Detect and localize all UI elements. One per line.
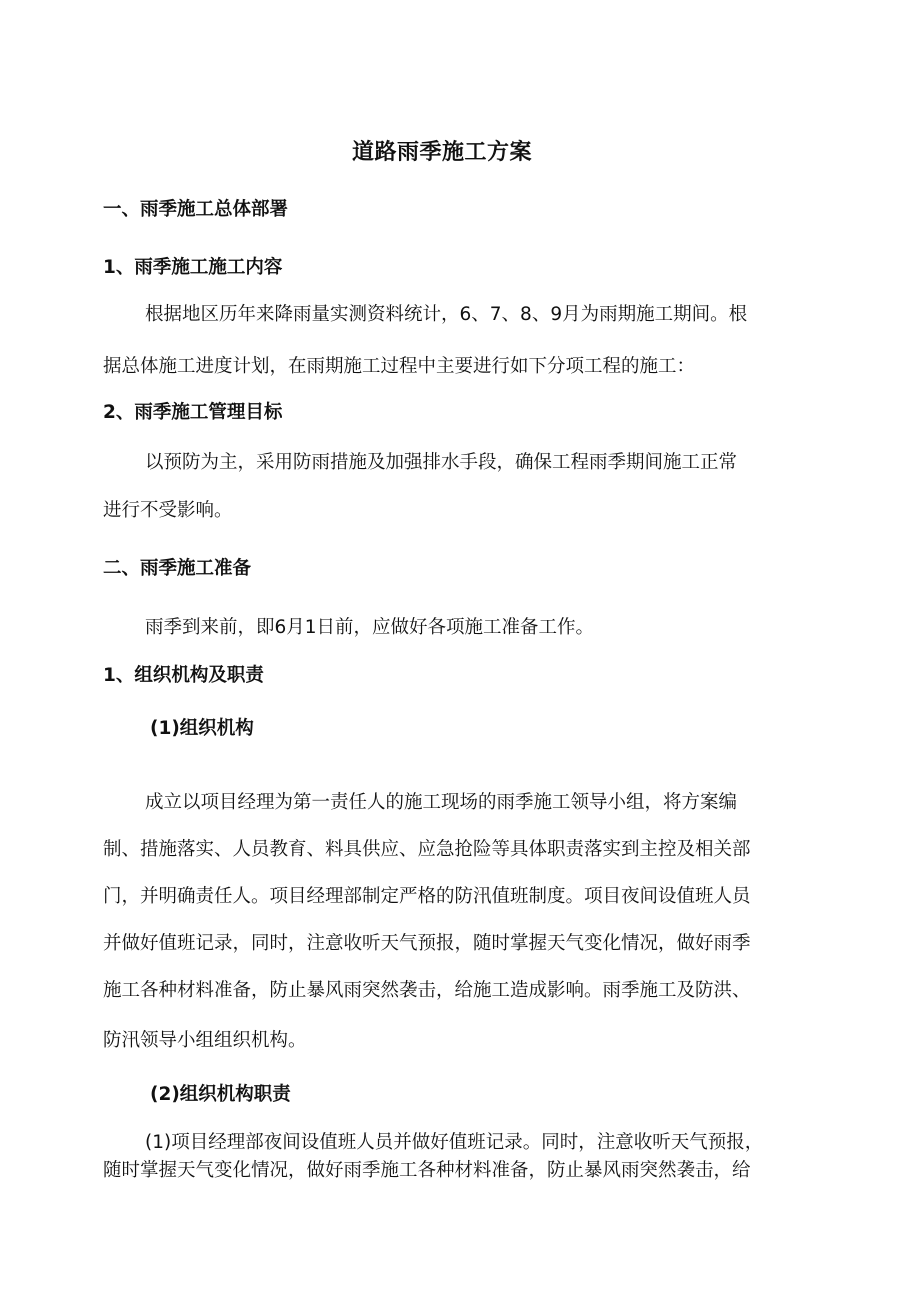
paragraph-line: 并做好值班记录，同时，注意收听天气预报，随时掌握天气变化情况，做好雨季: [103, 933, 751, 954]
paragraph-line: (1)项目经理部夜间设值班人员并做好值班记录。同时，注意收听天气预报，: [145, 1132, 764, 1153]
section-2-heading: 二、雨季施工准备: [103, 558, 252, 579]
paragraph-line: 以预防为主，采用防雨措施及加强排水手段，确保工程雨季期间施工正常: [145, 452, 738, 473]
paragraph-line: 门，并明确责任人。项目经理部制定严格的防汛值班制度。项目夜间设值班人员: [103, 886, 751, 907]
paragraph-line: 随时掌握天气变化情况，做好雨季施工各种材料准备，防止暴风雨突然袭击，给: [103, 1160, 751, 1181]
paragraph-line: 防汛领导小组组织机构。: [103, 1030, 307, 1051]
paragraph-line: 施工各种材料准备，防止暴风雨突然袭击，给施工造成影响。雨季施工及防洪、: [103, 980, 751, 1001]
paragraph-line: 据总体施工进度计划，在雨期施工过程中主要进行如下分项工程的施工：: [103, 356, 696, 377]
section-1-heading: 一、雨季施工总体部署: [103, 199, 289, 220]
item-2-heading: (2)组织机构职责: [150, 1084, 291, 1105]
item-1-heading: (1)组织机构: [150, 718, 254, 739]
paragraph-line: 雨季到来前，即6月1日前，应做好各项施工准备工作。: [145, 617, 595, 638]
document-title: 道路雨季施工方案: [352, 140, 533, 165]
paragraph-line: 制、措施落实、人员教育、料具供应、应急抢险等具体职责落实到主控及相关部: [103, 839, 751, 860]
paragraph-line: 成立以项目经理为第一责任人的施工现场的雨季施工领导小组，将方案编: [145, 792, 738, 813]
subsection-1-1-heading: 1、雨季施工施工内容: [103, 257, 283, 278]
subsection-2-1-heading: 1、组织机构及职责: [103, 665, 264, 686]
paragraph-line: 根据地区历年来降雨量实测资料统计，6、7、8、9月为雨期施工期间。根: [145, 304, 748, 325]
paragraph-line: 进行不受影响。: [103, 500, 233, 521]
subsection-1-2-heading: 2、雨季施工管理目标: [103, 402, 283, 423]
